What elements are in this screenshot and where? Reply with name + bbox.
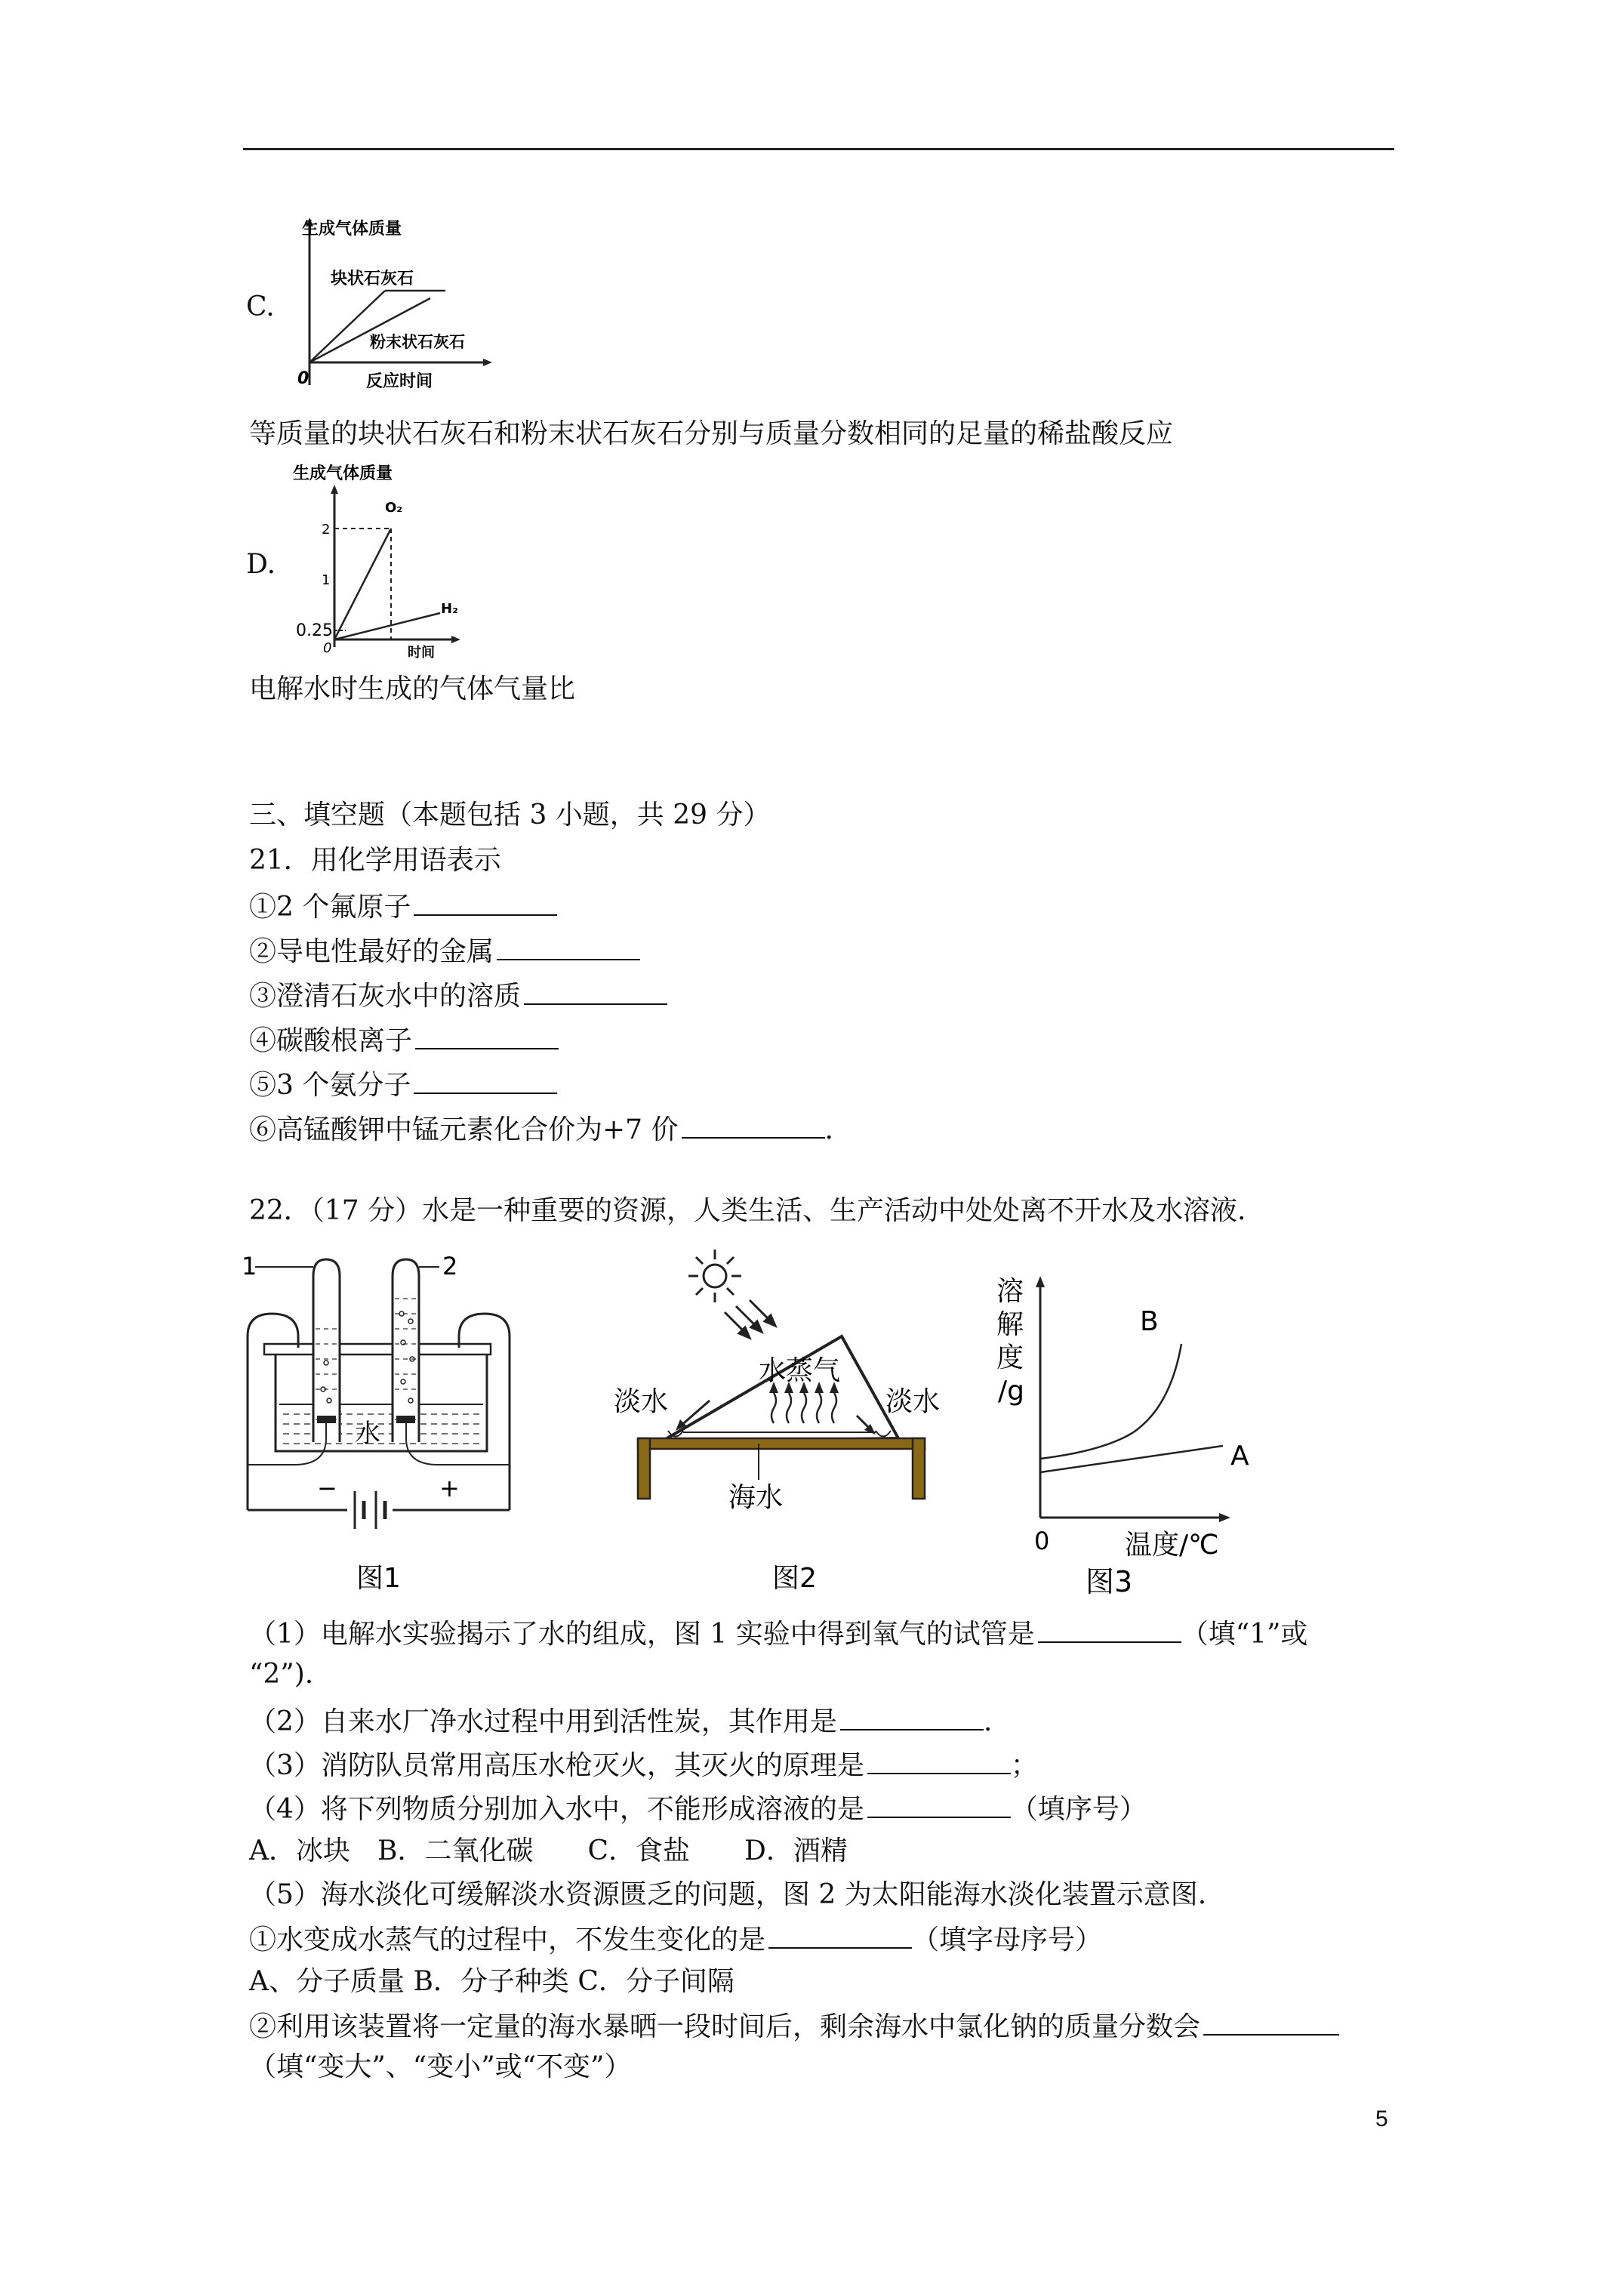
q22-part-5: （5）海水淡化可缓解淡水资源匮乏的问题，图 2 为太阳能海水淡化装置示意图.	[249, 1879, 1207, 1910]
figure-3-ylabel-1: 溶	[996, 1276, 1024, 1307]
figure-1-caption: 图1	[356, 1563, 401, 1593]
figure-3-caption: 图3	[1086, 1565, 1133, 1598]
option-c-line1-label: 块状石灰石	[331, 270, 414, 288]
option-c-xlabel: 反应时间	[366, 372, 433, 391]
q21-stem: 21．用化学用语表示	[249, 845, 501, 876]
option-c-line2-label: 粉末状石灰石	[370, 333, 465, 351]
q22-part-3: （3）消防队员常用高压水枪灭火，其灭火的原理是 ；	[249, 1747, 1038, 1783]
option-d-h2-label: H₂	[441, 601, 458, 617]
q22-part-1-cont: “2”).	[249, 1659, 314, 1690]
q22-answer-blank-5[interactable]	[768, 1922, 912, 1949]
q22-part-5-2: ②利用该装置将一定量的海水暴晒一段时间后，剩余海水中氯化钠的质量分数会	[249, 2008, 1339, 2044]
q21-item-1: ①2 个氟原子	[249, 889, 557, 924]
option-d-caption: 电解水时生成的气体气量比	[249, 673, 576, 704]
option-c-graph	[287, 211, 498, 393]
figure-3-ylabel-4: /g	[998, 1376, 1024, 1407]
option-c-letter: C.	[246, 291, 275, 322]
header-rule	[243, 148, 1394, 150]
section-title: 三、填空题（本题包括 3 小题，共 29 分）	[249, 800, 771, 831]
q21-item-6: ⑥高锰酸钾中锰元素化合价为+7 价 .	[249, 1111, 833, 1147]
option-d-ylabel: 生成气体质量	[293, 464, 393, 483]
q22-answer-blank-6[interactable]	[1203, 2008, 1339, 2036]
figure-3-ylabel-3: 度	[996, 1342, 1024, 1373]
figure-2-fresh-right-label: 淡水	[885, 1386, 941, 1417]
figure-1-electrolysis	[242, 1238, 521, 1593]
q21-answer-blank-5[interactable]	[414, 1067, 557, 1094]
figure-2-caption: 图2	[772, 1563, 817, 1593]
figure-3-origin: 0	[1034, 1527, 1050, 1555]
figure-1-water-label: 水	[355, 1419, 380, 1449]
q22-answer-blank-3[interactable]	[867, 1747, 1011, 1774]
q21-answer-blank-6[interactable]	[682, 1111, 825, 1139]
option-c-origin: 0	[297, 369, 310, 388]
page-number: 5	[1375, 2106, 1388, 2131]
q22-part-2: （2）自来水厂净水过程中用到活性炭，其作用是 .	[249, 1703, 992, 1739]
q22-part-4: （4）将下列物质分别加入水中，不能形成溶液的是 （填序号）	[249, 1791, 1147, 1826]
q21-item-5: ⑤3 个氨分子	[249, 1067, 557, 1102]
figure-2-vapor-label: 水蒸气	[759, 1355, 841, 1386]
figure-3-solubility-curves	[981, 1253, 1298, 1601]
option-d-graph	[285, 462, 467, 662]
option-d-tick-025: 0.25	[296, 621, 333, 640]
option-d-o2-label: O₂	[385, 500, 403, 516]
option-c-ylabel: 生成气体质量	[302, 220, 402, 239]
figure-2-sea-label: 海水	[728, 1482, 784, 1513]
option-d-xlabel: 时间	[408, 645, 435, 661]
q22-part-5-2-cont: （填“变大”、“变小”或“不变”）	[249, 2051, 632, 2082]
q22-answer-blank-2[interactable]	[840, 1703, 984, 1730]
option-c-caption: 等质量的块状石灰石和粉末状石灰石分别与质量分数相同的足量的稀盐酸反应	[249, 418, 1174, 449]
q21-answer-blank-1[interactable]	[414, 889, 557, 916]
q22-answer-blank-4[interactable]	[867, 1791, 1011, 1818]
q21-item-2: ②导电性最好的金属	[249, 933, 640, 969]
option-d-tick-2: 2	[322, 522, 331, 538]
q21-item-4: ④碳酸根离子	[249, 1022, 559, 1058]
figure-1-tube-1-label: 1	[242, 1252, 257, 1281]
q22-stem: 22．（17 分）水是一种重要的资源，人类生活、生产活动中处处离不开水及水溶液.	[249, 1195, 1246, 1226]
sun-icon	[688, 1250, 741, 1302]
q21-answer-blank-4[interactable]	[415, 1022, 559, 1049]
figure-2-fresh-left-label: 淡水	[614, 1386, 669, 1417]
q22-part-5-1: ①水变成水蒸气的过程中，不发生变化的是 （填字母序号）	[249, 1922, 1102, 1957]
option-d-letter: D.	[246, 549, 276, 580]
q21-answer-blank-3[interactable]	[524, 978, 667, 1005]
q21-item-3: ③澄清石灰水中的溶质	[249, 978, 667, 1013]
figure-1-minus-label: −	[317, 1474, 337, 1502]
figure-3-curve-a-label: A	[1230, 1441, 1249, 1472]
q22-part-5-1-options: A、分子质量 B．分子种类 C．分子间隔	[249, 1966, 735, 1997]
figure-2-solar-desalination	[608, 1246, 978, 1593]
figure-1-tube-2-label: 2	[442, 1252, 458, 1281]
q22-answer-blank-1[interactable]	[1038, 1616, 1181, 1643]
q22-part-4-options: A．冰块 B．二氧化碳 C．食盐 D．酒精	[249, 1835, 848, 1866]
figure-3-curve-b-label: B	[1140, 1306, 1159, 1337]
figure-1-plus-label: +	[439, 1474, 460, 1502]
q21-answer-blank-2[interactable]	[497, 933, 640, 960]
option-d-origin: 0	[323, 640, 332, 656]
option-d-tick-1: 1	[322, 572, 331, 588]
figure-3-xlabel: 温度/℃	[1125, 1530, 1219, 1561]
figure-3-ylabel-2: 解	[996, 1309, 1024, 1340]
q22-part-1: （1）电解水实验揭示了水的组成，图 1 实验中得到氧气的试管是 （填“1”或	[249, 1616, 1307, 1651]
